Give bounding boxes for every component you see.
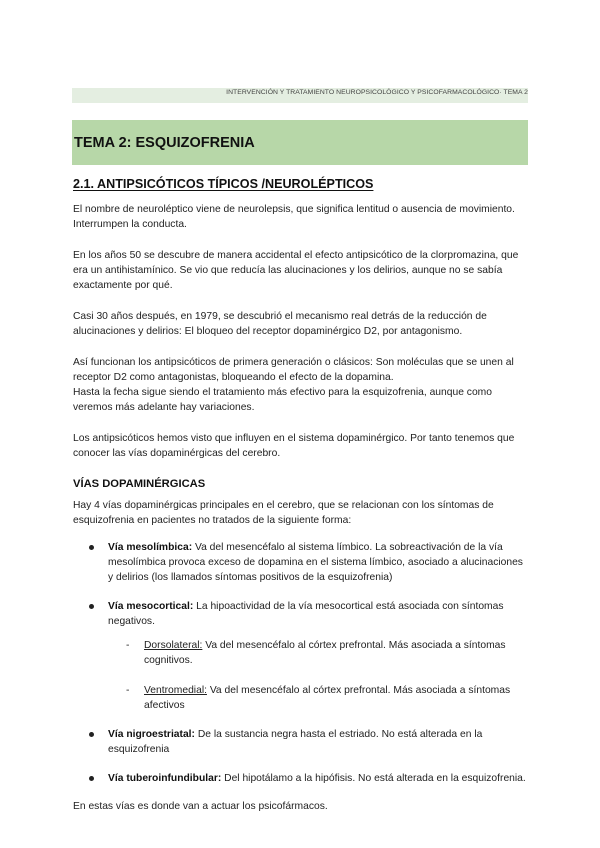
list-item [73,540,527,585]
page-title: TEMA 2: ESQUIZOFRENIA [74,135,255,151]
list-item [73,727,527,757]
section-heading: 2.1. ANTIPSICÓTICOS TÍPICOS /NEUROLÉPTICOS [73,177,374,191]
pathway-description: La hipoactividad de la vía mesocortical está asociada con síntomas negativos. [108,601,504,627]
pathway-term: Vía nigroestriatal: [108,729,195,740]
paragraph: Casi 30 años después, en 1979, se descubrió el mecanismo real detrás de la reducción de alucinaciones y delirios: El bloqueo del receptor dopaminérgico D2, por antagonismo. [73,311,487,337]
subpathway-term: Dorsolateral: [144,640,203,651]
closing-paragraph: En estas vías es donde van a actuar los psicofármacos. [73,801,328,812]
paragraph-line: Así funcionan los antipsicóticos de primera generación o clásicos: Son moléculas que se unen al receptor D2 como antagonistas, bloqueando el efecto de la dopamina. [73,357,514,383]
pathway-term: Vía tuberoinfundibular: [108,773,222,784]
sub-list-item [108,638,527,668]
list-item [73,599,527,713]
paragraph: El nombre de neuroléptico viene de neurolepsis, que significa lentitud o ausencia de movimiento. Interrumpen la conducta. [73,204,515,230]
title-band [72,120,528,165]
list-item [73,771,527,786]
subsection-intro: Hay 4 vías dopaminérgicas principales en el cerebro, que se relacionan con los síntomas de esquizofrenia en pacientes no tratados de la siguiente forma: [73,500,494,526]
paragraph: Hasta la fecha sigue siendo el tratamiento más efectivo para la esquizofrenia, aunque como veremos más adelante hay variaciones. [73,387,492,413]
pathway-term: Vía mesocortical: [108,601,194,612]
pathway-list [73,540,527,786]
paragraph [73,355,527,385]
subpathway-term: Ventromedial: [144,685,207,696]
paragraph: Los antipsicóticos hemos visto que influyen en el sistema dopaminérgico. Por tanto tenemos que conocer las vías dopaminérgicas del cerebro. [73,433,515,459]
subsection-heading: VÍAS DOPAMINÉRGICAS [73,478,206,490]
pathway-description: De la sustancia negra hasta el estriado. No está alterada en la esquizofrenia [108,729,483,755]
sub-list-item [108,683,527,713]
subpathway-list [108,638,527,713]
pathway-description: Va del mesencéfalo al sistema límbico. La sobreactivación de la vía mesolímbica provoca exceso de dopamina en el sistema límbico, asociado a alucinaciones y delirios (los llamados síntomas positivos de la esquizofrenia) [108,542,523,583]
running-header-text: INTERVENCIÓN Y TRATAMIENTO NEUROPSICOLÓGICO Y PSICOFARMACOLÓGICO· TEMA 2 [226,89,528,96]
document-body [73,177,527,830]
pathway-description: Del hipotálamo a la hipófisis. No está alterada en la esquizofrenia. [221,773,526,784]
subpathway-description: Va del mesencéfalo al córtex prefrontal. Más asociada a síntomas afectivos [144,685,511,711]
running-header [72,88,528,103]
subpathway-description: Va del mesencéfalo al córtex prefrontal. Más asociada a síntomas cognitivos. [144,640,506,666]
pathway-term: Vía mesolímbica: [108,542,193,553]
paragraph: En los años 50 se descubre de manera accidental el efecto antipsicótico de la clorpromazina, que era un antihistamínico. Se vio que reducía las alucinaciones y los delirios, aunque no se sabía exactamente por qué. [73,250,519,291]
